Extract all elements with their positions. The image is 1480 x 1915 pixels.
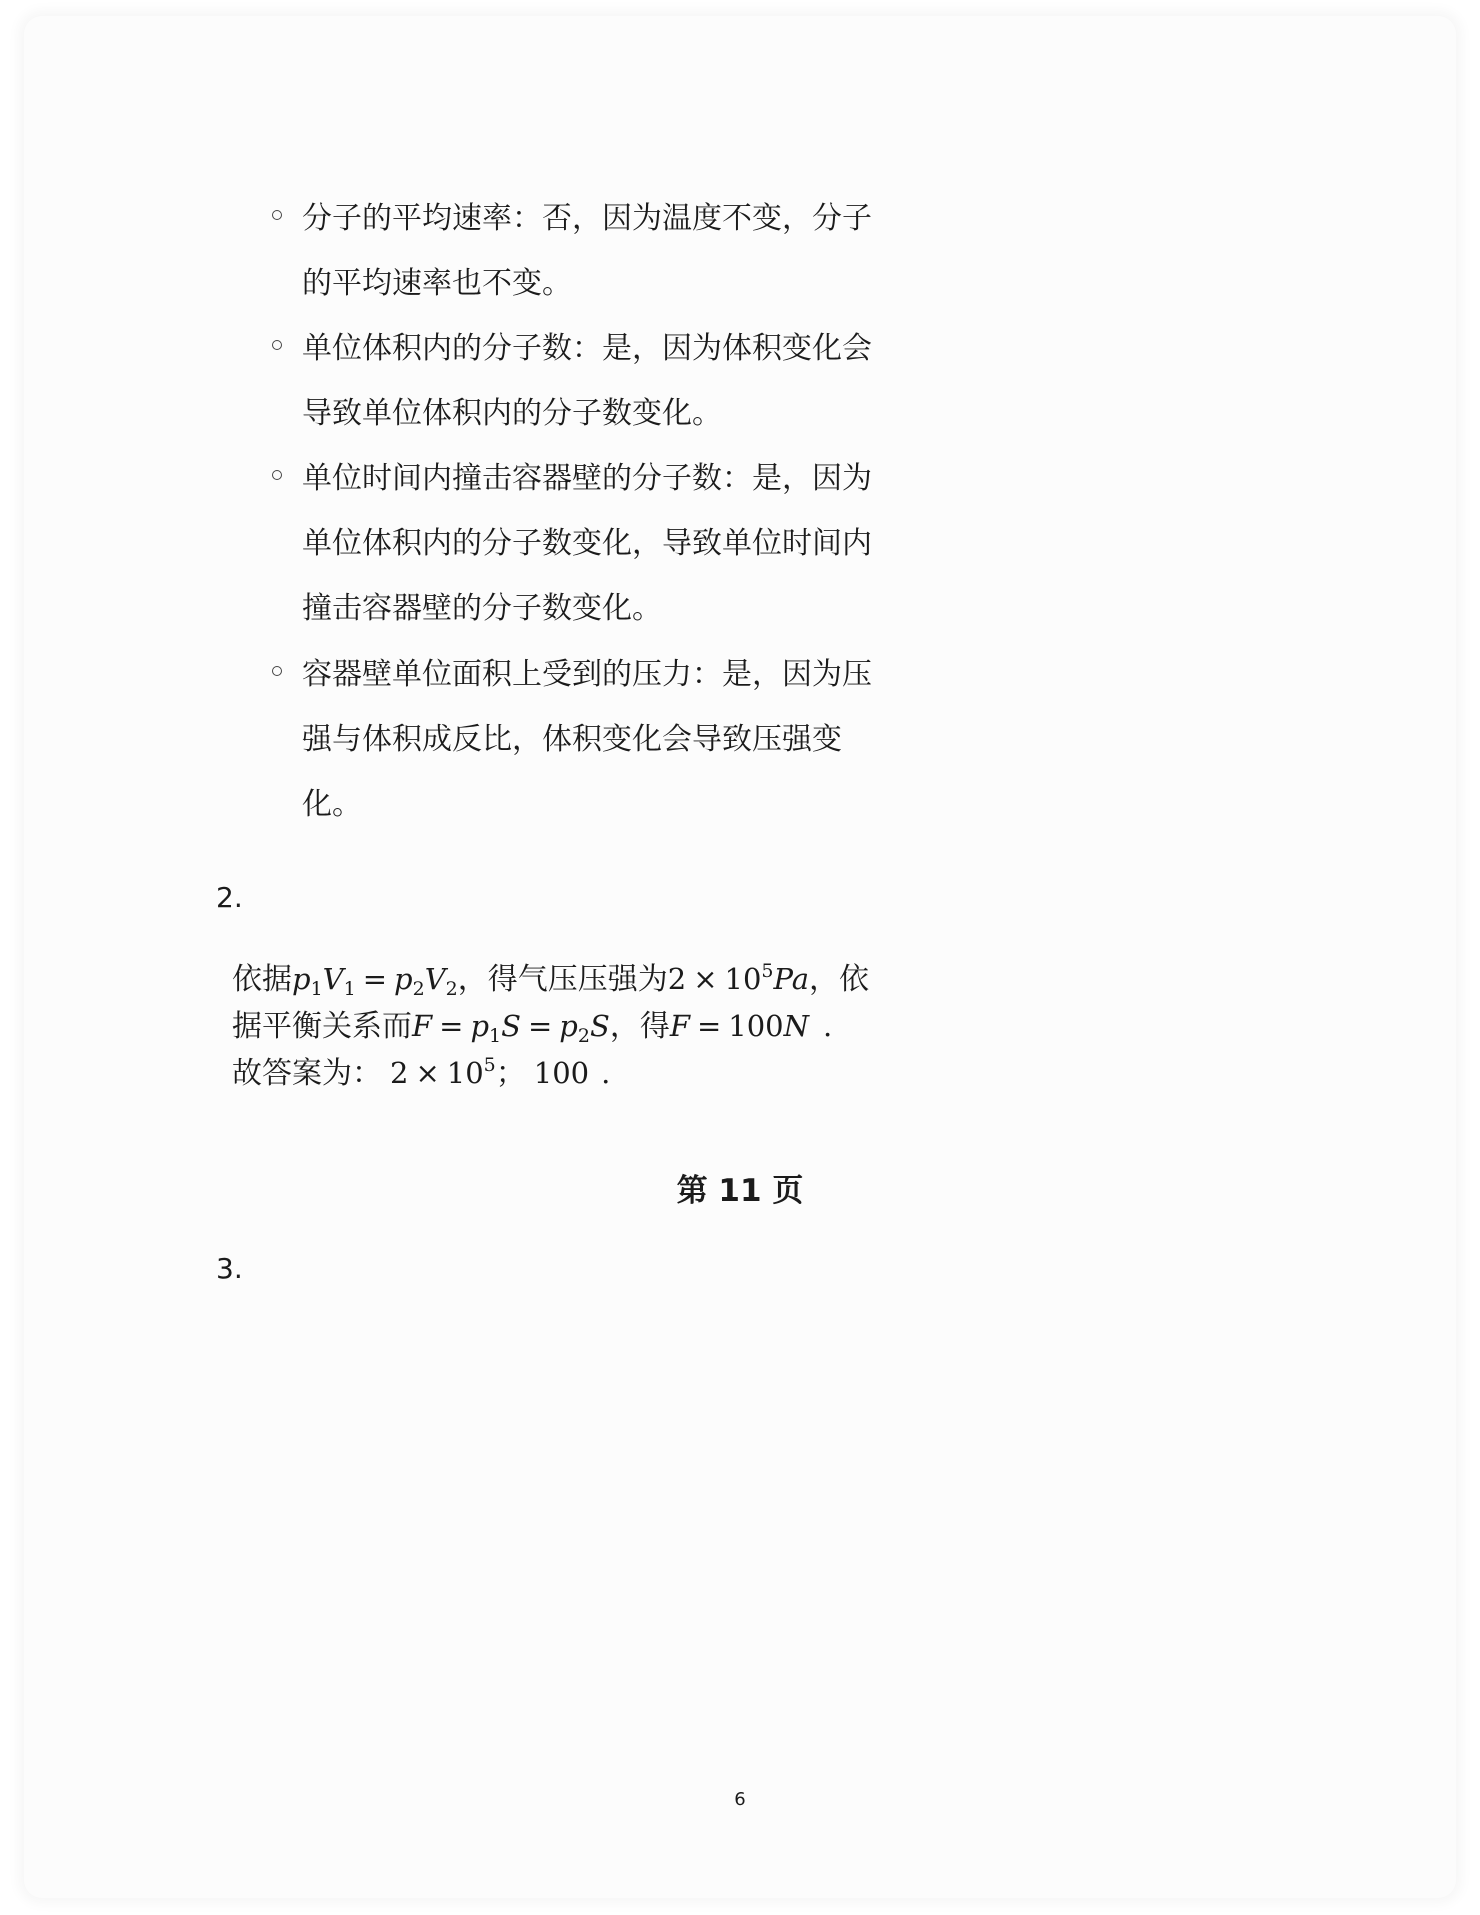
page-heading: 第 11 页 (676, 1173, 804, 1209)
answer-text: 依据 (232, 962, 292, 997)
answer-force: 100 (533, 1056, 590, 1090)
list-item (270, 186, 890, 316)
hollow-circle-bullet-icon (272, 210, 282, 220)
answer-paragraph (232, 956, 992, 1097)
list-item (270, 446, 890, 642)
list-item-text: 分子的平均速率：否，因为温度不变，分子的平均速率也不变。 (302, 201, 872, 301)
formula-balance: $F = p_1S = p_2S$ (412, 1009, 610, 1047)
list-item-text: 容器壁单位面积上受到的压力：是，因为压强与体积成反比，体积变化会导致压强变化。 (302, 657, 872, 822)
footer-page-number: 6 (734, 1789, 746, 1810)
answer-text: ； (495, 1056, 526, 1091)
hollow-circle-bullet-icon (272, 666, 282, 676)
list-item (270, 642, 890, 837)
list-item-text: 单位体积内的分子数：是，因为体积变化会导致单位体积内的分子数变化。 (302, 331, 872, 431)
bullet-list (270, 186, 890, 837)
answer-text: . (823, 1009, 833, 1043)
answer-line-2 (232, 1003, 992, 1050)
formula-ideal-gas: $p_1V_1 = p_2V_2$ (292, 962, 458, 1000)
list-item (270, 316, 890, 446)
question-number-3: 3. (216, 1252, 243, 1285)
answer-text: . (601, 1056, 611, 1090)
formula-force-value: F = 100N (669, 1009, 810, 1043)
answer-text: 故答案为： (232, 1056, 382, 1091)
formula-pressure-value: $2 \times 10^5Pa$ (667, 960, 810, 996)
answer-line-1 (232, 956, 992, 1003)
answer-text: ，得气压压强为 (457, 962, 668, 997)
answer-pressure: $2 \times 10^5$ (390, 1054, 496, 1090)
question-number-2: 2. (216, 881, 243, 914)
document-page (24, 16, 1456, 1898)
answer-line-3 (232, 1050, 992, 1097)
hollow-circle-bullet-icon (272, 340, 282, 350)
answer-text: 据平衡关系而 (232, 1009, 412, 1044)
list-item-text: 单位时间内撞击容器壁的分子数：是，因为单位体积内的分子数变化，导致单位时间内撞击容器壁的分子数变化。 (302, 461, 872, 626)
hollow-circle-bullet-icon (272, 470, 282, 480)
answer-text: ，依 (809, 962, 870, 997)
answer-text: ，得 (609, 1009, 670, 1044)
